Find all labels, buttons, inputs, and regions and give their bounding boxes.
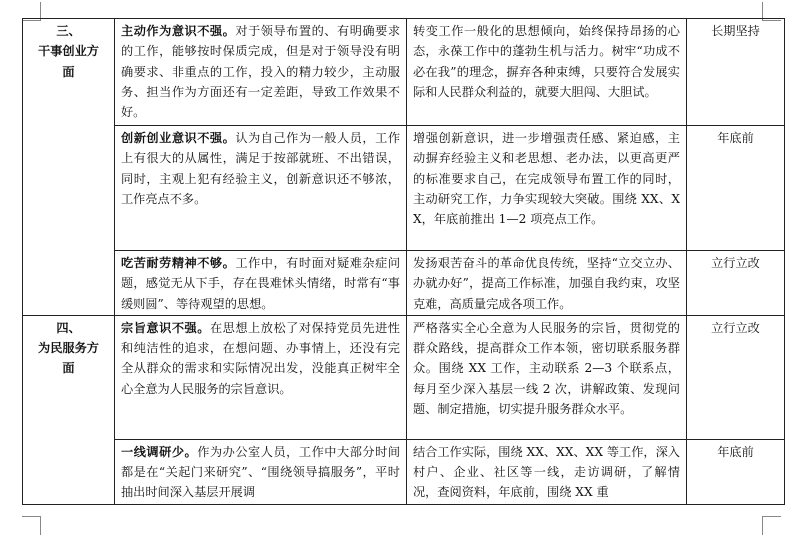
problem-lead: 一线调研少。 [121,444,198,459]
measure-cell [407,19,687,126]
problem-cell [115,251,407,316]
problem-body: 作为办公室人员，工作中大部分时间都是在“关起门来研究”、“围绕领导搞服务”，平时抽出时间深入基层开展调 [121,444,400,500]
deadline-cell: 年底前 [687,439,785,504]
problem-body: 工作中，有时面对疑难杂症问题，感觉无从下手，存在畏难怵头情绪，时常有“事缓则圆”、等待观望的思想。 [121,256,400,311]
measure-cell [407,315,687,439]
measure-cell [407,251,687,316]
problem-cell [115,439,407,504]
category-name-line2: 面 [62,361,75,376]
category-name-line1: 干事创业方 [38,44,99,59]
crop-mark-bottom-left [22,516,41,535]
table-row [23,315,785,439]
measure-text: 转变工作一般化的思想倾向，始终保持昂扬的心态，永葆工作中的蓬勃生机与活力。树牢“功成不必在我”的理念，摒弃各种束缚，只要符合发展实际和人民群众利益的，就要大胆闯、大胆试。 [413,24,680,99]
crop-mark-bottom-right [762,516,781,535]
problem-lead: 吃苦耐劳精神不够。 [121,256,236,270]
category-name-line1: 为民服务方 [38,341,99,356]
category-name-line2: 面 [62,64,75,79]
table-row [23,251,785,316]
deadline-cell: 立行立改 [687,251,785,316]
table-row [23,439,785,504]
deadline-cell: 年底前 [687,126,785,251]
category-number: 四、 [56,320,81,335]
category-number: 三、 [56,24,81,38]
problem-cell [115,19,407,126]
problem-body: 在思想上放松了对保持党员先进性和纯洁性的追求，在想问题、办事情上，还没有完全从群众的需求和实际情况出发，没能真正树牢全心全意为人民服务的宗旨意识。 [121,320,400,396]
measure-cell [407,439,687,504]
measure-cell [407,126,687,251]
deadline-cell: 长期坚持 [687,19,785,126]
problem-lead: 创新创业意识不强。 [121,131,236,145]
table-row [23,126,785,251]
problem-body: 认为自己作为一般人员，工作上有很大的从属性，满足于按部就班、不出错误，同时，主观上犯有经验主义，创新意识还不够浓，工作亮点不多。 [121,131,400,206]
problem-cell [115,315,407,439]
measure-text: 发扬艰苦奋斗的革命优良传统，坚持“立交立办、办就办好”，提高工作标准，加强自我约束，攻坚克难，高质量完成各项工作。 [413,256,680,311]
problem-lead: 宗旨意识不强。 [121,320,210,335]
problem-lead: 主动作为意识不强。 [121,24,236,38]
rectification-table [22,18,785,505]
problem-body: 对于领导布置的、有明确要求的工作，能够按时保质完成，但是对于领导没有明确要求、非重点的工作，投入的精力较少，主动服务、担当作为方面还有一定差距，导致工作效果不好。 [121,24,400,120]
measure-text: 严格落实全心全意为人民服务的宗旨，贯彻党的群众路线，提高群众工作本领，密切联系服务群众。围绕 XX 工作，主动联系 2—3 个联系点，每月至少深入基层一线 2 次，讲解政策、发现问题、制定措施，切实提升服务群众水平。 [413,320,680,417]
measure-text: 增强创新意识，进一步增强责任感、紧迫感，主动摒弃经验主义和老思想、老办法，以更高更严的标准要求自己，在完成领导布置工作的同时，主动研究工作，力争实现较大突破。围绕 XX、XX，年底前推出 1—2 项亮点工作。 [413,131,680,227]
measure-text: 结合工作实际，围绕 XX、XX、XX 等工作，深入村户、企业、社区等一线，走访调研，了解情况，查阅资料，年底前，围绕 XX 重 [413,444,680,500]
deadline-cell: 立行立改 [687,315,785,439]
category-cell [23,19,115,316]
category-cell [23,315,115,504]
table-row [23,19,785,126]
problem-cell [115,126,407,251]
